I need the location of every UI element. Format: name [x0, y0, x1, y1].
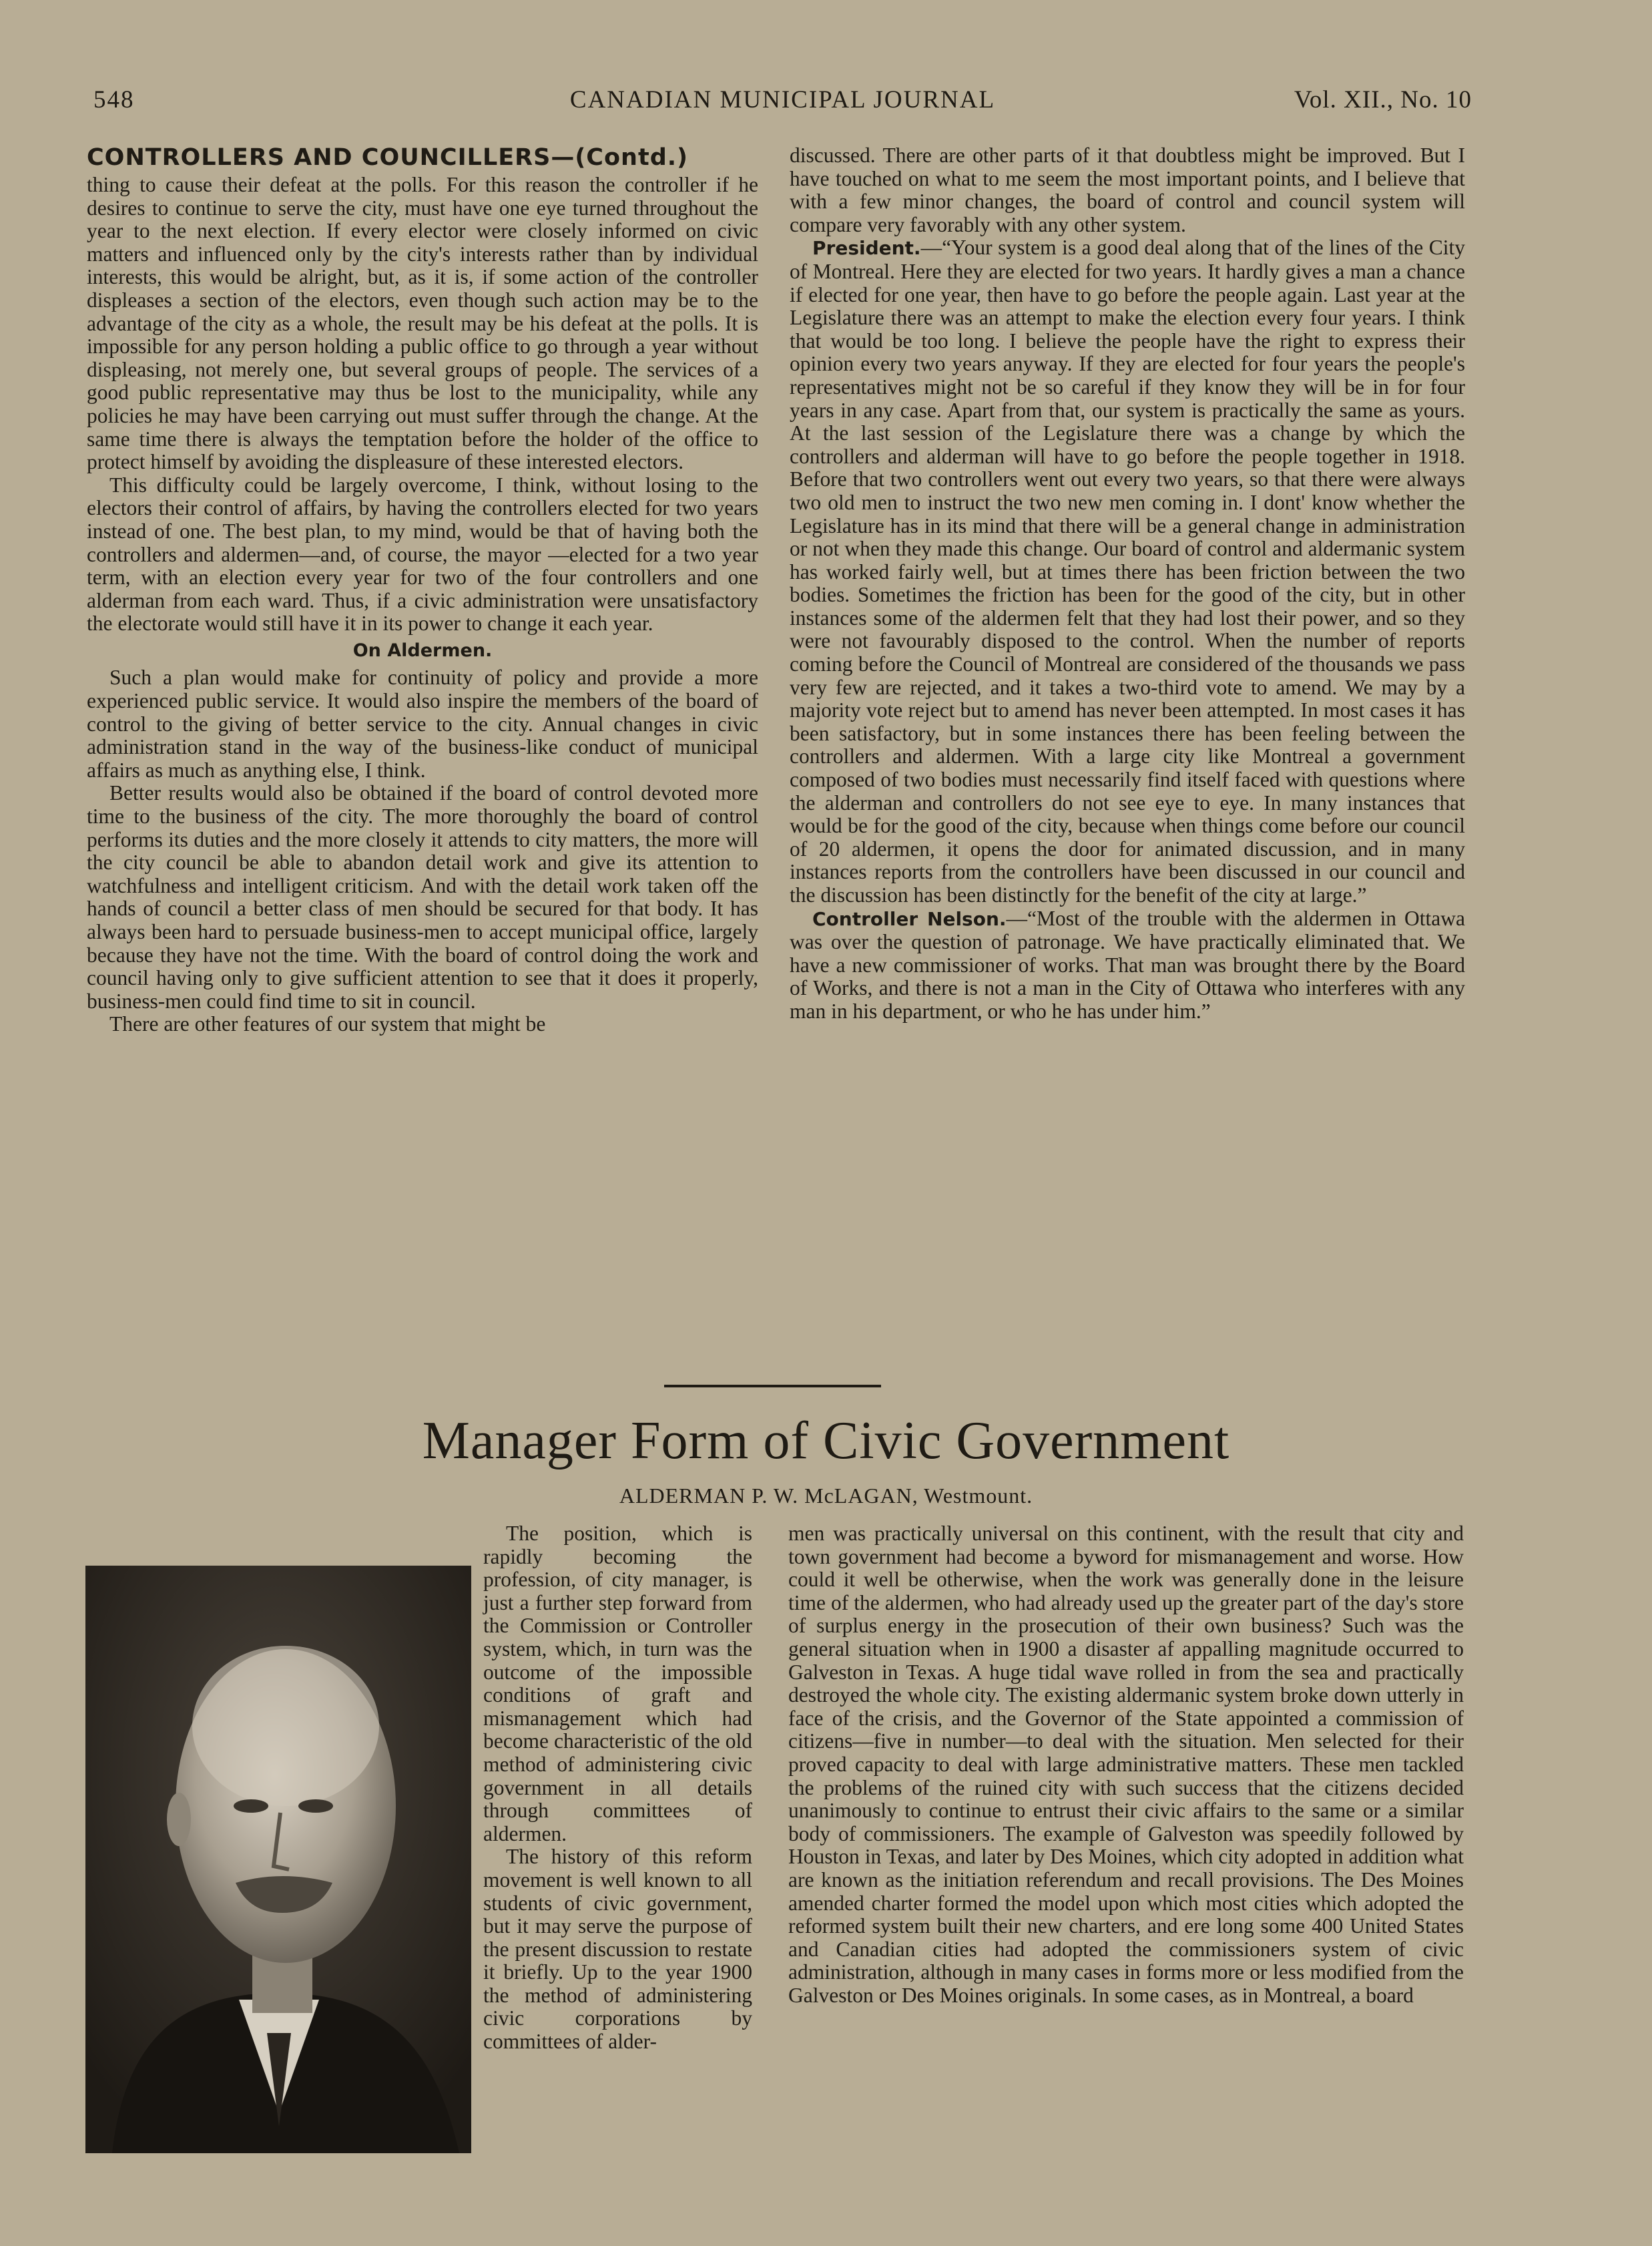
speaker-controller-nelson: Controller Nelson. [812, 907, 1007, 930]
president-paragraph [790, 236, 1465, 907]
nelson-paragraph [790, 907, 1465, 1024]
volume-issue: Vol. XII., No. 10 [1294, 86, 1472, 114]
article-narrow-column [483, 1522, 752, 2054]
paragraph: discussed. There are other parts of it that doubtless might be improved. But I have touched on what to me seem the most important points, and I believe that with a few minor changes, the board of control and council system will compare very favorably with any other system. [790, 144, 1465, 236]
subheading-on-aldermen: On Aldermen. [352, 640, 493, 661]
section-heading: CONTROLLERS AND COUNCILLERS—(Contd.) [87, 144, 689, 171]
running-header [93, 85, 1472, 126]
paragraph: Such a plan would make for continuity of policy and provide a more experienced public service. It would also inspire the members of the board of control to the giving of better service to the city. Annual changes in civic administration stand in the way of the business-like conduct of municipal affairs as much as anything else, I think. [87, 666, 758, 782]
paragraph: men was practically universal on this continent, with the result that city and town government had become a byword for mismanagement and worse. How could it well be otherwise, when the work was generally done in the leisure time of the aldermen, who had already used up the greater part of the day's store of surplus energy in the prosecution of their own business? Such was the general situation when in 1900 a disaster af appalling magnitude occurred to Galveston in Texas. A huge tidal wave rolled in from the sea and practically destroyed the whole city. The existing aldermanic system broke down utterly in face of the crisis, and the Governor of the State appointed a commission of citizens—five in number—to deal with the situation. Men selected for their proved capacity to deal with large administrative matters. These men tackled the problems of the ruined city with such success that the citizens decided unanimously to continue to entrust their civic affairs to the same or a similar body of commissioners. The example of Galveston was speedily followed by Houston in Texas, and later by Des Moines, which city adopted in addition what are known as the initiation referendum and recall provisions. The Des Moines amended charter formed the model upon which most cities which adopted the reformed system built their new charters, and ere long some 400 United States and Canadian cities had adopted the commissioners system of civic administration, although in many cases in forms more or less modified from the Galveston or Des Moines originals. In some cases, as in Montreal, a board [788, 1522, 1464, 2007]
article-title: Manager Form of Civic Government [422, 1411, 1230, 1470]
section1-right-column [790, 144, 1465, 1024]
author-portrait-photo [85, 1566, 471, 2153]
portrait-illustration [85, 1566, 471, 2153]
article-byline: ALDERMAN P. W. McLAGAN, Westmount. [619, 1484, 1033, 1508]
article-right-column [788, 1522, 1464, 2007]
paragraph: Better results would also be obtained if the board of control devoted more time to the business of the city. The more thoroughly the board of control performs its duties and the more closely it attends to city matters, the more will the city council be able to abandon detail work and give its attention to watchfulness and intelligent criticism. And with the detail work taken off the hands of council a better class of men should be secured for that body. It has always been hard to persuade business-men to accept municipal office, largely because they have not the time. With the board of control doing the work and council having only to give sufficient attention to see that it does it properly, business-men could find time to sit in council. [87, 781, 758, 1013]
journal-title: CANADIAN MUNICIPAL JOURNAL [569, 86, 996, 114]
paragraph: thing to cause their defeat at the polls. For this reason the controller if he desires to continue to serve the city, must have one eye turned throughout the year to the next election. If every elector were closely informed on civic matters and influenced only by the city's interests rather than by individual interests, this would be alright, but, as it is, if some action of the controller displeases a section of the electors, even though such action may be to the advantage of the city as a whole, the result may be his defeat at the polls. It is impossible for any person holding a public office to go through a year without displeasing, not merely one, but several groups of people. The services of a good public representative may thus be lost to the municipality, while any policies he may have been carrying out must suffer through the change. At the same time there is always the temptation before the holder of the office to protect himself by avoiding the displeasure of these interested electors. [87, 173, 758, 474]
paragraph: There are other features of our system that might be [109, 1012, 546, 1036]
paragraph: This difficulty could be largely overcome, I think, without losing to the electors their control of affairs, by having the controllers elected for two years instead of one. The best plan, to my mind, would be that of having both the controllers and aldermen—and, of course, the mayor —elected for a two year term, with an election every year for two of the four controllers and one alderman from each ward. Thus, if a civic administration were unsatisfactory the electorate would still have it in its power to change it each year. [87, 473, 758, 636]
paragraph: The history of this reform movement is well known to all students of civic government, but it may serve the purpose of the present discussion to restate it briefly. Up to the year 1900 the method of administering civic corporations by committees of alder- [483, 1845, 752, 2054]
paragraph: The position, which is rapidly becoming the profession, of city manager, is just a further step forward from the Commission or Controller system, which, in turn was the outcome of the impossible conditions of graft and mismanagement which had become characteristic of the old method of administering civic government in all details through committees of aldermen. [483, 1522, 752, 1845]
nelson-statement: —“Most of the trouble with the aldermen in Ottawa was over the question of patronage. We have practically eliminated that. We have a new commissioner of works. That man was brought there by the Board of Works, and there is not a man in the City of Ottawa who interferes with any man in his department, or who he has under him.” [790, 906, 1465, 1023]
section-divider-rule [664, 1385, 881, 1387]
speaker-president: President. [812, 237, 921, 260]
page-number: 548 [93, 86, 135, 114]
president-statement: —“Your system is a good deal along that of the lines of the City of Montreal. Here they are elected for two years. It hardly gives a man a chance if elected for one year, then have to go before the people again. Last year at the Legislature there was an attempt to make the election every four years. I think that would be too long. I believe the people have the right to express their opinion every two years anyway. If they are elected for four years the people's representatives might not be so careful if they know they will be in for four years in any case. Apart from that, our system is practically the same as yours. At the last session of the Legislature there was a change by which the controllers and alderman will have to go before the people together in 1918. Before that two controllers went out every two years, so that there were always two old men to instruct the two new men coming in. I dont' know whether the Legislature has in its mind that there will be a general change in administration or not when they made this change. Our board of control and aldermanic system has worked fairly well, but at times there has been friction between the two bodies. Sometimes the friction has been for the good of the city, but in other instances some of the aldermen felt that they had lost their power, and so they were not favourably disposed to the control. When the number of reports coming before the Council of Montreal are considered of the thousands we pass very few are rejected, and it takes a two-third vote to amend. We may by a majority vote reject but to amend has never been attempted. In most cases it has been satisfactory, but in some instances there has been feeling between the controllers and aldermen. With a large city like Montreal a government composed of two bodies must necessarily find itself faced with questions where the alderman and controllers do not see eye to eye. In many instances that would be for the good of the city, because when things come before our council of 20 aldermen, it opens the door for animated discussion, and in many instances reports from the controllers have been discussed in our council and the discussion has been distinctly for the benefit of the city at large.” [790, 236, 1465, 907]
section1-left-column [87, 144, 758, 1036]
